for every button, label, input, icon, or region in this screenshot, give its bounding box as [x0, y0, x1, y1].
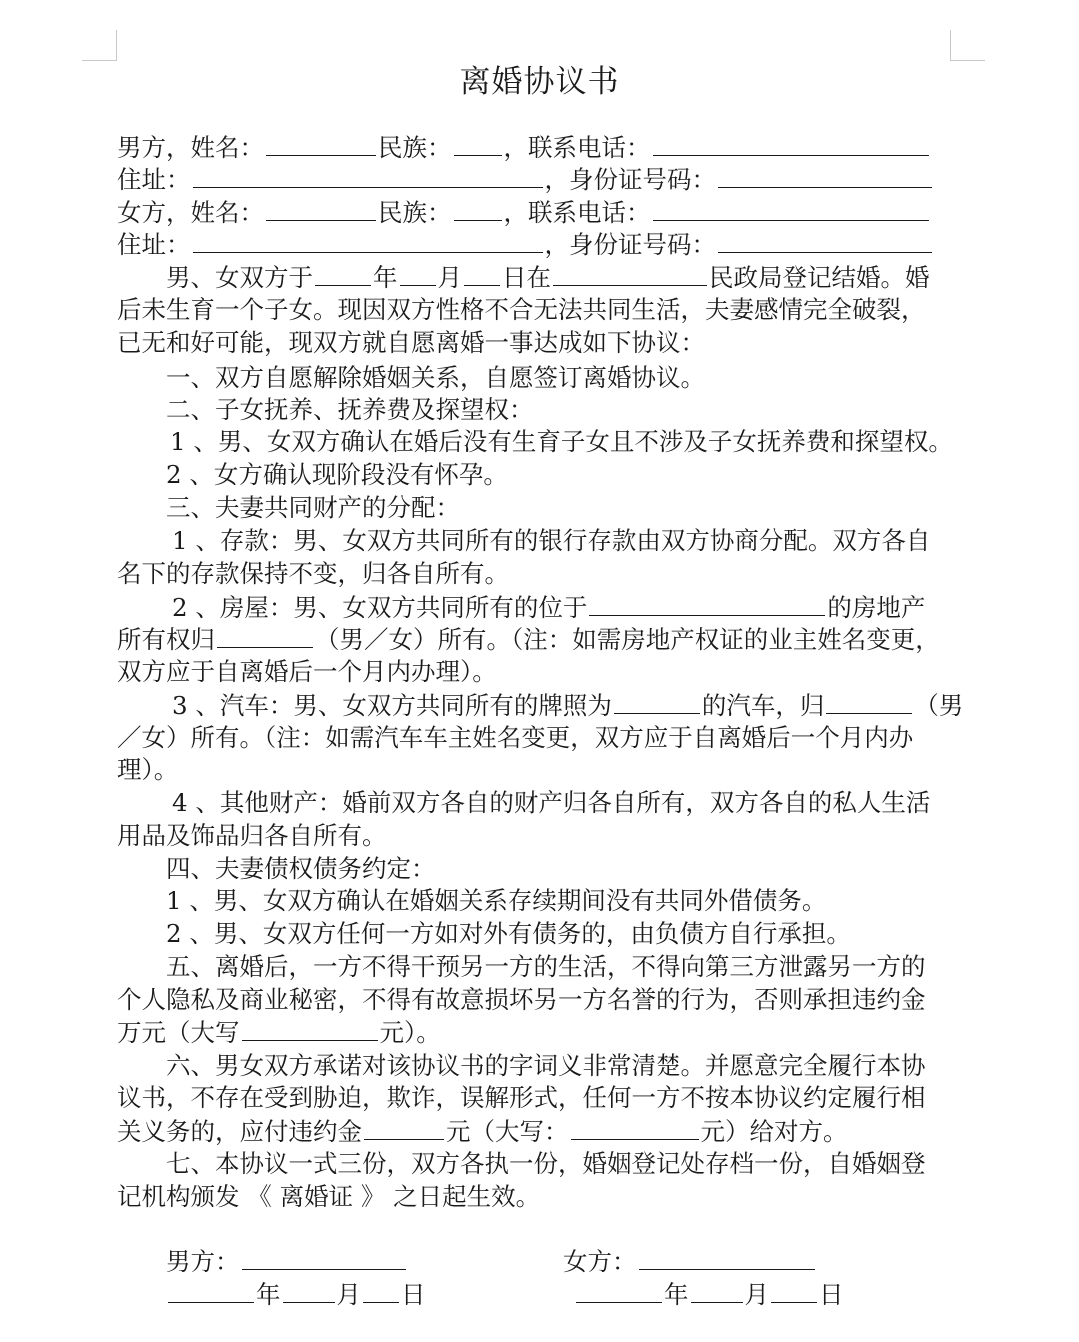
marriage-year-blank[interactable] — [315, 261, 371, 286]
marriage-month-blank[interactable] — [400, 261, 436, 286]
section-3-item-2-line-3: 双方应于自离婚后一个月内办理）。 — [117, 657, 497, 686]
male-date-row: 年 月 日 — [166, 1278, 426, 1311]
marriage-day-blank[interactable] — [464, 261, 500, 286]
section-4-item-2: 2 、男、女双方任何一方如对外有债务的，由负债方自行承担。 — [166, 919, 851, 948]
section-3-item-2-line-1: 2 、房屋：男、女双方共同所有的位于 的房地产 — [172, 593, 926, 622]
section-7-line-2: 记机构颁发 《 离婚证 》 之日起生效。 — [117, 1182, 541, 1211]
male-address-blank[interactable] — [193, 163, 543, 188]
section-6-line-3: 关义务的，应付违约金 元（大写： 元）给对方。 — [117, 1117, 848, 1146]
section-3-item-4-line-2: 用品及饰品归各自所有。 — [117, 821, 387, 850]
property-owner-blank[interactable] — [217, 623, 313, 648]
section-6-line-1: 六、男女双方承诺对该协议书的字词义非常清楚。并愿意完全履行本协 — [166, 1051, 926, 1080]
male-signature-row — [166, 1245, 408, 1278]
male-sign-month-blank[interactable] — [283, 1278, 335, 1303]
car-plate-blank[interactable] — [614, 689, 700, 714]
female-phone-blank[interactable] — [653, 196, 929, 221]
male-phone-label: ，联系电话： — [503, 133, 651, 162]
male-phone-blank[interactable] — [653, 131, 929, 156]
female-signature-blank[interactable] — [639, 1245, 815, 1270]
female-id-label: ，身份证号码： — [544, 230, 716, 259]
section-3-heading: 三、夫妻共同财产的分配： — [166, 493, 460, 522]
penalty-uppercase-blank[interactable] — [242, 1016, 378, 1041]
male-address-label: 住址： — [117, 165, 191, 194]
female-sign-day-blank[interactable] — [771, 1278, 817, 1303]
female-address-label: 住址： — [117, 230, 191, 259]
section-2-item-2: 2 、女方确认现阶段没有怀孕。 — [166, 460, 508, 489]
intro-line-2: 后未生育一个子女。现因双方性格不合无法共同生活，夫妻感情完全破裂， — [117, 295, 926, 324]
document-title: 离婚协议书 — [459, 64, 620, 100]
male-address-row — [117, 163, 934, 196]
section-5-line-3: 万元（大写 元）。 — [117, 1018, 441, 1047]
male-signature-label: 男方： — [166, 1247, 240, 1276]
male-name-label: 男方，姓名： — [117, 133, 264, 162]
section-4-heading: 四、夫妻债权债务约定： — [166, 854, 436, 883]
male-sign-year-blank[interactable] — [168, 1278, 254, 1303]
section-3-item-4-line-1: 4 、其他财产：婚前双方各自的财产归各自所有，双方各自的私人生活 — [172, 788, 931, 817]
female-signature-row — [563, 1245, 817, 1278]
male-id-label: ，身份证号码： — [544, 165, 716, 194]
breach-amount-uppercase-blank[interactable] — [571, 1115, 699, 1140]
male-name-blank[interactable] — [266, 131, 376, 156]
section-3-item-3-line-1: 3 、汽车：男、女双方共同所有的牌照为 的汽车，归 （男 — [172, 691, 964, 720]
female-signature-label: 女方： — [563, 1247, 637, 1276]
section-3-item-2-line-2: 所有权归 （男／女）所有。（注：如需房地产权证的业主姓名变更， — [117, 625, 940, 654]
female-address-blank[interactable] — [193, 228, 543, 253]
male-info-row — [117, 131, 931, 164]
male-ethnic-label: 民族： — [378, 133, 452, 162]
section-7-line-1: 七、本协议一式三份，双方各执一份，婚姻登记处存档一份，自婚姻登 — [166, 1149, 926, 1178]
section-2-heading: 二、子女抚养、抚养费及探望权： — [166, 395, 534, 424]
section-5-line-2: 个人隐私及商业秘密，不得有故意损坏另一方名誉的行为，否则承担违约金 — [117, 985, 926, 1014]
section-5-line-1: 五、离婚后，一方不得干预另一方的生活，不得向第三方泄露另一方的 — [166, 952, 926, 981]
male-signature-blank[interactable] — [242, 1245, 406, 1270]
breach-amount-blank[interactable] — [364, 1115, 444, 1140]
section-3-item-1-line-1: 1 、存款：男、女双方共同所有的银行存款由双方协商分配。双方各自 — [172, 526, 931, 555]
female-info-row — [117, 196, 931, 229]
female-name-label: 女方，姓名： — [117, 198, 264, 227]
female-sign-month-blank[interactable] — [691, 1278, 743, 1303]
intro-line-1: 男、女双方于 年 月 日在 民政局登记结婚。婚 — [166, 263, 930, 292]
section-6-line-2: 议书，不存在受到胁迫，欺诈，误解形式，任何一方不按本协议约定履行相 — [117, 1083, 926, 1112]
civil-affairs-bureau-blank[interactable] — [553, 261, 707, 286]
section-1: 一、双方自愿解除婚姻关系，自愿签订离婚协议。 — [166, 363, 705, 392]
female-ethnic-blank[interactable] — [454, 196, 502, 221]
intro-line-3: 已无和好可能，现双方就自愿离婚一事达成如下协议： — [117, 328, 705, 357]
property-location-blank[interactable] — [589, 591, 825, 616]
section-3-item-3-line-3: 理）。 — [117, 755, 179, 784]
female-id-blank[interactable] — [718, 228, 932, 253]
female-name-blank[interactable] — [266, 196, 376, 221]
female-date-row: 年 月 日 — [574, 1278, 844, 1311]
female-sign-year-blank[interactable] — [576, 1278, 662, 1303]
car-owner-blank[interactable] — [826, 689, 912, 714]
male-sign-day-blank[interactable] — [363, 1278, 399, 1303]
section-3-item-1-line-2: 名下的存款保持不变，归各自所有。 — [117, 559, 509, 588]
male-id-blank[interactable] — [718, 163, 932, 188]
male-ethnic-blank[interactable] — [454, 131, 502, 156]
section-2-item-1: 1 、男、女双方确认在婚后没有生育子女且不涉及子女抚养费和探望权。 — [170, 427, 953, 456]
section-3-item-3-line-2: ／女）所有。（注：如需汽车车主姓名变更，双方应于自离婚后一个月内办 — [117, 723, 914, 752]
female-phone-label: ，联系电话： — [503, 198, 651, 227]
female-ethnic-label: 民族： — [378, 198, 452, 227]
section-4-item-1: 1 、男、女双方确认在婚姻关系存续期间没有共同外借债务。 — [166, 886, 827, 915]
female-address-row — [117, 228, 934, 261]
